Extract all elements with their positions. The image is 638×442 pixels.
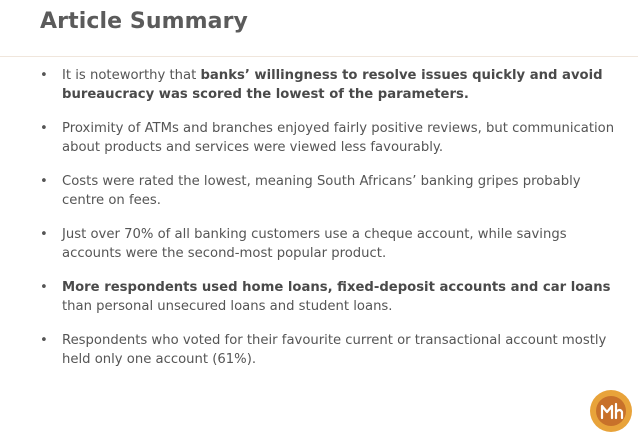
bullet-text: It is noteworthy that [62, 68, 201, 83]
bullet-item [40, 119, 620, 157]
slide-title: Article Summary [40, 9, 248, 34]
summary-bullet-list [40, 66, 620, 384]
bullet-item [40, 331, 620, 369]
bullet-item [40, 172, 620, 210]
bullet-marker: • [40, 227, 48, 242]
bullet-emphasis: More respondents used home loans, fixed-deposit accounts and car loans [62, 280, 611, 295]
bullet-text: Costs were rated the lowest, meaning South Africans’ banking gripes probably centre on fees. [62, 174, 581, 208]
company-logo-icon [588, 388, 634, 434]
bullet-text: Proximity of ATMs and branches enjoyed fairly positive reviews, but communication about products and services were viewed less favourably. [62, 121, 615, 155]
bullet-marker: • [40, 280, 48, 295]
bullet-emphasis: banks’ willingness to resolve issues quickly and avoid bureaucracy was scored the lowest of the parameters. [62, 68, 603, 102]
title-divider [0, 56, 638, 57]
bullet-item [40, 225, 620, 263]
bullet-item [40, 66, 620, 104]
bullet-marker: • [40, 333, 48, 348]
bullet-marker: • [40, 121, 48, 136]
bullet-text: Just over 70% of all banking customers use a cheque account, while savings accounts were the second-most popular product. [62, 227, 567, 261]
bullet-text: Respondents who voted for their favourite current or transactional account mostly held only one account (61%). [62, 333, 607, 367]
bullet-text-tail: than personal unsecured loans and student loans. [62, 299, 393, 314]
bullet-marker: • [40, 68, 48, 83]
bullet-marker: • [40, 174, 48, 189]
bullet-item [40, 278, 620, 316]
